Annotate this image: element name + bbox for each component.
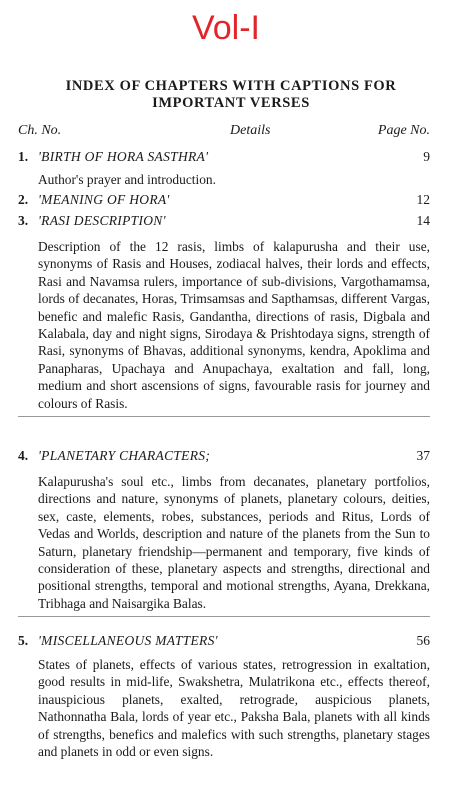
chapter-page: 12 (416, 192, 430, 207)
chapter-title-row (18, 191, 430, 209)
chapter-page: 9 (423, 149, 430, 164)
chapter-title: 'MISCELLANEOUS MATTERS' (38, 633, 218, 648)
column-details: Details (230, 123, 271, 138)
chapter-number: 5. (18, 633, 29, 648)
chapter-number: 2. (18, 192, 29, 207)
chapter-page: 14 (416, 213, 430, 228)
chapter-number: 4. (18, 448, 29, 463)
chapter-entry-2 (18, 191, 430, 209)
chapter-description: States of planets, effects of various states, retrogression in exaltation, good results in mid-life, Swakshetra, Mulatrikona etc., effects thereof, inauspicious planets, exalted, retrograde, auspicious planets, Nathonnatha Bala, lords of year etc., Paksha Bala, planets with all kinds of strengths, benefics and malefics with such strengths, planetary stages and planets in odd or even signs. (38, 657, 430, 760)
chapter-description: Description of the 12 rasis, limbs of kalapurusha and their use, synonyms of Rasis and Houses, zodiacal halves, their lords and effects, Rasi and Navamsa rulers, importance of sub-divisions, Vargothamamsa, lords of decanates, Horas, Trimsamsas and Sapthamsas, different Vargas, benefic and malefic Rasis, Gandantha, directions of rasis, Digbala and Kalabala, day and night signs, Sirodaya & Prishtodaya signs, strength of Rasi, synonyms of Bhavas, additional synonyms, kendra, Apoklima and Panapharas, Upachaya and Anupachaya, exaltation and fall, long, medium and short ascensions of signs, favourable rasis for journey and colours of Rasis. (38, 239, 430, 411)
chapter-entry-4 (18, 447, 430, 617)
chapter-page: 37 (416, 448, 430, 463)
heading-line-1: INDEX OF CHAPTERS WITH CAPTIONS FOR (65, 78, 397, 94)
index-heading (30, 78, 432, 112)
volume-label: Vol-I (191, 9, 261, 47)
chapter-title-row (18, 447, 430, 465)
chapter-title-row (18, 632, 430, 650)
chapter-number: 3. (18, 213, 29, 228)
section-divider (18, 416, 430, 417)
section-divider (18, 616, 430, 617)
chapter-title: 'RASI DESCRIPTION' (38, 213, 166, 228)
chapter-title-row (18, 148, 430, 166)
heading-line-2: IMPORTANT VERSES (152, 95, 310, 111)
chapter-page: 56 (416, 633, 430, 648)
chapter-entry-5 (18, 632, 430, 760)
chapter-number: 1. (18, 149, 29, 164)
chapter-title-row (18, 212, 430, 230)
column-page-number: Page No. (377, 123, 430, 138)
chapter-title: 'BIRTH OF HORA SASTHRA' (38, 149, 209, 164)
chapter-entry-1 (18, 148, 430, 188)
chapter-title: 'MEANING OF HORA' (38, 192, 170, 207)
column-chapter-number: Ch. No. (18, 123, 62, 138)
chapter-entry-3 (18, 212, 430, 417)
chapter-title: 'PLANETARY CHARACTERS; (38, 448, 211, 463)
chapter-description: Kalapurusha's soul etc., limbs from decanates, planetary portfolios, directions and nature, synonyms of planets, planetary colours, deities, sex, caste, elements, robes, substances, periods and Ritus, Lords of Vedas and Worlds, description and nature of the planets from the Sun to Saturn, planetary friendship—permanent and temporary, five kinds of consideration of these, planetary aspects and strengths, directional and positional strengths, temporal and motional strengths, Ayana, Drekkana, Tribhaga and Naisargika Balas. (38, 474, 430, 611)
chapter-description: Author's prayer and introduction. (38, 172, 216, 187)
